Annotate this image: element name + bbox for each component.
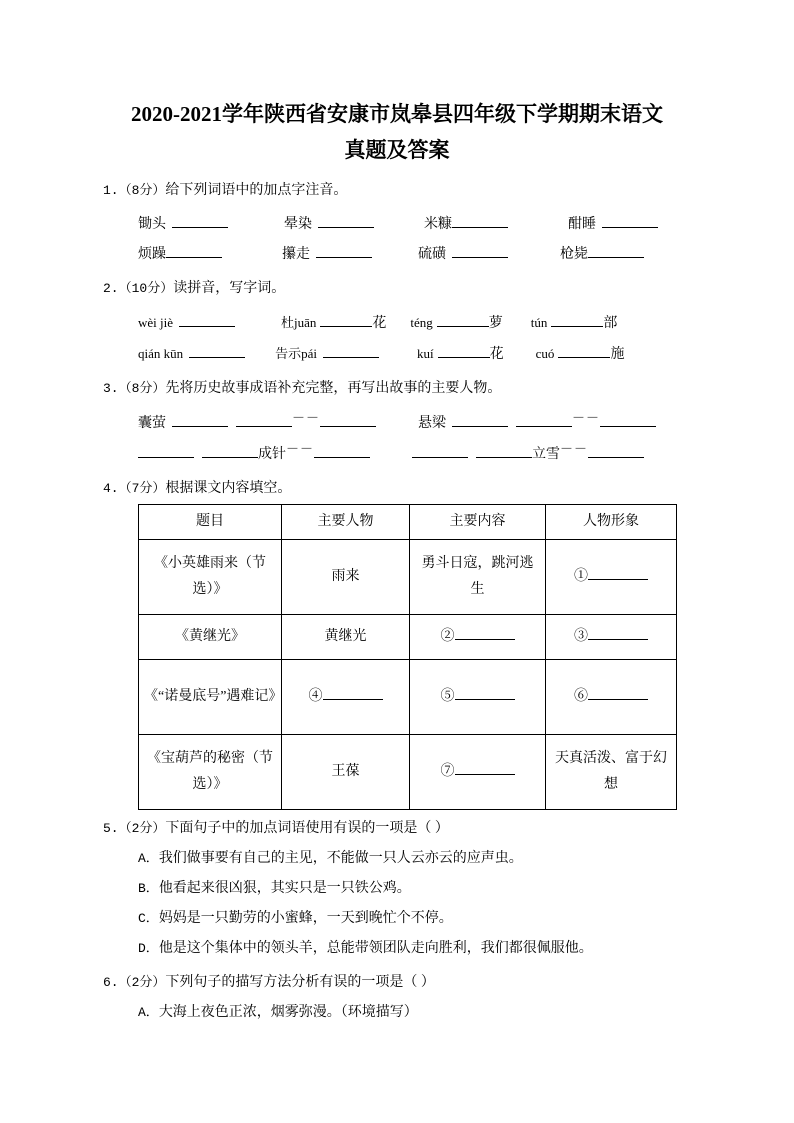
answer-blank[interactable]: [318, 212, 374, 228]
blank-marker: ⑤: [440, 689, 455, 704]
question-5-text: 下面句子中的加点词语使用有误的一项是（ ）: [165, 821, 449, 836]
pinyin-suffix: 施: [610, 347, 625, 362]
idiom-item: [138, 439, 370, 470]
cell-image: 天真活泼、富于幻想: [546, 735, 677, 810]
question-2-text: 读拼音，写字词。: [173, 281, 286, 296]
option-d[interactable]: [0, 938, 794, 960]
idiom-item: [138, 408, 376, 439]
question-5: [0, 818, 794, 960]
blank-marker: ①: [574, 569, 588, 584]
pinyin-label: 告示pái: [275, 346, 318, 361]
page-title: [0, 0, 794, 168]
question-3-number: 3.（8分）: [103, 381, 166, 396]
answer-blank[interactable]: [202, 442, 258, 458]
answer-blank[interactable]: [172, 411, 228, 427]
cell-content[interactable]: [410, 615, 546, 660]
answer-blank[interactable]: [476, 442, 532, 458]
cell-person: 王葆: [282, 735, 410, 810]
cell-title: 《黄继光》: [139, 615, 282, 660]
question-3-row-1: [138, 408, 794, 439]
blank-marker: ④: [308, 689, 323, 704]
cell-person: 雨来: [282, 540, 410, 615]
question-1-row-2: [138, 240, 794, 270]
answer-blank[interactable]: [323, 684, 383, 700]
word-label: 攥走: [282, 247, 310, 262]
question-4: [0, 478, 794, 810]
table-row: [139, 660, 677, 735]
answer-blank[interactable]: [323, 342, 379, 358]
word-item: [138, 210, 228, 240]
table-header-cell: 主要人物: [282, 505, 410, 540]
pinyin-suffix: 花: [372, 316, 387, 331]
answer-blank[interactable]: [452, 212, 508, 228]
title-line-2: 真题及答案: [344, 138, 450, 162]
answer-blank[interactable]: [588, 442, 644, 458]
cell-title: 《宝葫芦的秘密（节选）》: [139, 735, 282, 810]
cell-person[interactable]: [282, 660, 410, 735]
question-2-number: 2.（10分）: [103, 281, 174, 296]
question-6: [0, 972, 794, 1024]
answer-blank[interactable]: [558, 342, 610, 358]
cell-title: 《小英雄雨来（节选）》: [139, 540, 282, 615]
option-b[interactable]: [0, 878, 794, 900]
content-table: [138, 504, 677, 810]
dash-separator: －－: [292, 410, 321, 425]
cell-image[interactable]: [546, 615, 677, 660]
answer-blank[interactable]: [138, 442, 194, 458]
question-6-stem: [0, 972, 794, 994]
pinyin-item: [410, 308, 502, 339]
question-3-stem: [0, 378, 794, 400]
answer-blank[interactable]: [189, 342, 245, 358]
cell-person: 黄继光: [282, 615, 410, 660]
dash-separator: －－: [286, 441, 315, 456]
pinyin-item: [281, 308, 386, 339]
option-letter: A．: [138, 1005, 159, 1020]
answer-blank[interactable]: [320, 411, 376, 427]
option-a[interactable]: [0, 1002, 794, 1024]
answer-blank[interactable]: [516, 411, 572, 427]
idiom-label: 悬梁: [418, 416, 447, 431]
cell-content[interactable]: [410, 660, 546, 735]
option-text: 他是这个集体中的领头羊，总能带领团队走向胜利，我们都很佩服他。: [158, 941, 593, 956]
answer-blank[interactable]: [600, 411, 656, 427]
answer-blank[interactable]: [588, 684, 648, 700]
question-2: [0, 278, 794, 370]
question-1-stem: [0, 180, 794, 202]
pinyin-item: [138, 308, 235, 339]
word-item: [284, 210, 374, 240]
option-letter: B．: [138, 881, 159, 896]
question-1-row-1: [138, 210, 794, 240]
option-c[interactable]: [0, 908, 794, 930]
option-letter: D．: [138, 941, 159, 956]
question-5-number: 5.（2分）: [103, 821, 166, 836]
idiom-label: 成针: [258, 447, 286, 462]
pinyin-label: 杜juān: [281, 315, 317, 330]
question-4-number: 4.（7分）: [103, 481, 166, 496]
answer-blank[interactable]: [166, 242, 222, 258]
answer-blank[interactable]: [236, 411, 292, 427]
cell-content: 勇斗日寇，跳河逃生: [410, 540, 546, 615]
word-item: [424, 210, 508, 240]
word-label: 烦躁: [138, 247, 166, 262]
idiom-label: 立雪: [532, 447, 561, 462]
question-3-body: [0, 408, 794, 470]
word-label: 米糠: [424, 217, 452, 232]
answer-blank[interactable]: [455, 684, 515, 700]
cell-title: 《“诺曼底号”遇难记》: [139, 660, 282, 735]
question-3-row-2: [138, 439, 794, 470]
question-2-row-2: [138, 339, 794, 370]
dash-separator: －－: [560, 441, 589, 456]
option-letter: A．: [138, 851, 159, 866]
question-1-text: 给下列词语中的加点字注音。: [165, 183, 348, 198]
pinyin-label: téng: [410, 315, 433, 330]
cell-image[interactable]: [546, 660, 677, 735]
answer-blank[interactable]: [455, 624, 515, 640]
option-text: 我们做事要有自己的主见，不能做一只人云亦云的应声虫。: [158, 851, 523, 866]
option-a[interactable]: [0, 848, 794, 870]
word-label: 枪毙: [560, 247, 588, 262]
idiom-label: 囊萤: [138, 416, 166, 431]
pinyin-label: qián kūn: [138, 346, 184, 361]
pinyin-label: cuó: [535, 346, 555, 361]
blank-marker: ②: [440, 629, 455, 644]
question-1-body: [0, 210, 794, 270]
dash-separator: －－: [572, 410, 601, 425]
question-3-text: 先将历史故事成语补充完整，再写出故事的主要人物。: [165, 381, 502, 396]
answer-blank[interactable]: [588, 242, 644, 258]
pinyin-label: wèi jiè: [138, 315, 174, 330]
table-header-row: [139, 505, 677, 540]
answer-blank[interactable]: [588, 624, 648, 640]
pinyin-label: tún: [530, 315, 548, 330]
pinyin-suffix: 花: [489, 347, 504, 362]
pinyin-item: [275, 339, 379, 370]
pinyin-item: [138, 339, 245, 370]
question-2-body: [0, 308, 794, 370]
blank-marker: ③: [574, 629, 588, 644]
answer-blank[interactable]: [172, 212, 228, 228]
answer-blank[interactable]: [437, 311, 489, 327]
word-item: [568, 210, 658, 240]
idiom-item: [418, 408, 656, 439]
question-2-row-1: [138, 308, 794, 339]
answer-blank[interactable]: [316, 242, 372, 258]
word-item: [418, 240, 508, 270]
answer-blank[interactable]: [452, 242, 508, 258]
option-text: 大海上夜色正浓，烟雾弥漫。（环境描写）: [158, 1005, 418, 1020]
idiom-item: [412, 439, 644, 470]
answer-blank[interactable]: [551, 311, 603, 327]
table-header-cell: 题目: [139, 505, 282, 540]
question-4-stem: [0, 478, 794, 500]
table-row: [139, 615, 677, 660]
table-header-cell: 人物形象: [546, 505, 677, 540]
answer-blank[interactable]: [602, 212, 658, 228]
answer-blank[interactable]: [412, 442, 468, 458]
word-label: 酣睡: [568, 217, 596, 232]
question-1: [0, 180, 794, 270]
question-4-table-wrap: [0, 500, 794, 810]
option-letter: C．: [138, 911, 159, 926]
word-item: [282, 240, 372, 270]
pinyin-item: [531, 308, 618, 339]
table-row: [139, 735, 677, 810]
pinyin-suffix: 萝: [488, 316, 503, 331]
question-2-stem: [0, 278, 794, 300]
cell-content[interactable]: [410, 735, 546, 810]
pinyin-suffix: 部: [603, 316, 618, 331]
word-label: 锄头: [138, 217, 166, 232]
pinyin-label: kuí: [417, 346, 434, 361]
question-5-stem: [0, 818, 794, 840]
answer-blank[interactable]: [452, 411, 508, 427]
answer-blank[interactable]: [179, 311, 235, 327]
answer-blank[interactable]: [588, 564, 648, 580]
answer-blank[interactable]: [455, 759, 515, 775]
option-text: 他看起来很凶狠，其实只是一只铁公鸡。: [158, 881, 411, 896]
blank-marker: ⑦: [440, 764, 455, 779]
pinyin-item: [536, 339, 625, 370]
question-1-number: 1.（8分）: [103, 183, 166, 198]
answer-blank[interactable]: [314, 442, 370, 458]
question-4-text: 根据课文内容填空。: [165, 481, 292, 496]
answer-blank[interactable]: [438, 342, 490, 358]
word-label: 硫磺: [418, 247, 446, 262]
table-row: [139, 540, 677, 615]
title-line-1: 2020-2021学年陕西省安康市岚皋县四年级下学期期末语文: [131, 102, 663, 126]
option-text: 妈妈是一只勤劳的小蜜蜂，一天到晚忙个不停。: [158, 911, 453, 926]
word-item: [138, 240, 222, 270]
blank-marker: ⑥: [574, 689, 588, 704]
answer-blank[interactable]: [320, 311, 372, 327]
question-6-number: 6.（2分）: [103, 975, 166, 990]
pinyin-item: [417, 339, 504, 370]
cell-image[interactable]: [546, 540, 677, 615]
table-header-cell: 主要内容: [410, 505, 546, 540]
word-label: 晕染: [284, 217, 312, 232]
question-6-text: 下列句子的描写方法分析有误的一项是（ ）: [165, 975, 435, 990]
word-item: [560, 240, 644, 270]
question-3: [0, 378, 794, 470]
